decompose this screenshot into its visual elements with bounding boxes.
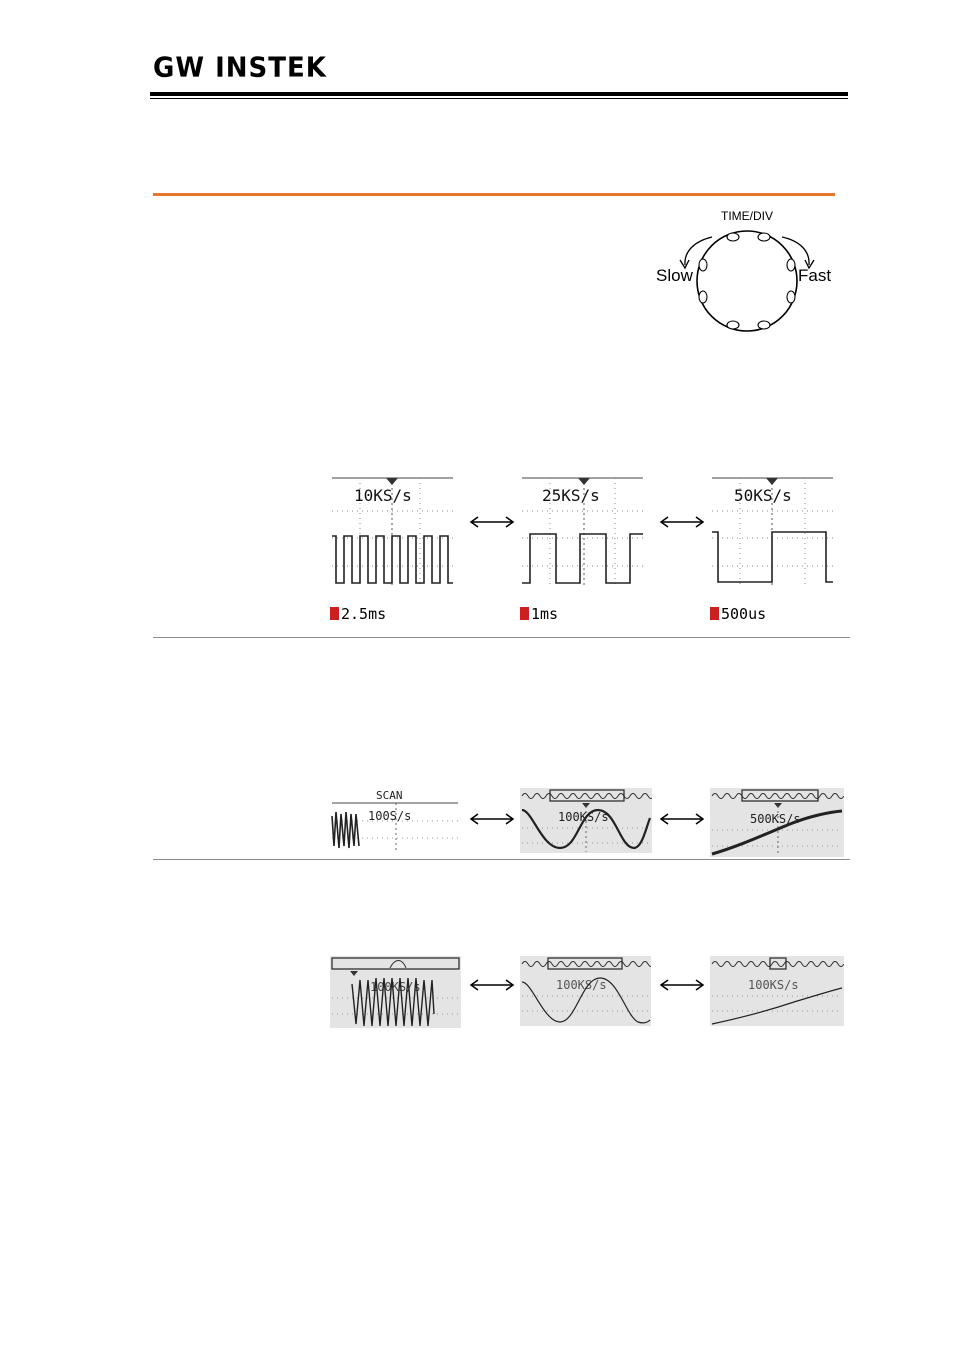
scope-screen-zoom-mid — [520, 956, 651, 1026]
scan-mode-label: SCAN — [376, 789, 403, 802]
timebase-value: 1ms — [531, 605, 559, 623]
scope-screen-zoom-full — [330, 956, 461, 1028]
square-waveform — [332, 536, 453, 583]
double-arrow-icon — [658, 811, 706, 830]
timebase-readout — [710, 605, 766, 623]
square-waveform — [522, 534, 643, 583]
scope-screen-500ks — [710, 788, 844, 857]
double-arrow-icon — [468, 514, 516, 533]
trigger-marker-icon — [386, 478, 398, 485]
double-arrow-icon — [658, 977, 706, 996]
sample-rate-label: 25KS/s — [542, 486, 600, 505]
double-arrow-icon — [658, 514, 706, 533]
brand-logo: GW INSTEK — [153, 52, 327, 84]
timebase-readout — [330, 605, 386, 623]
sample-rate-label: 100KS/s — [556, 978, 607, 992]
section-rule — [153, 193, 835, 196]
row-divider — [153, 859, 850, 860]
sample-rate-label: 50KS/s — [734, 486, 792, 505]
main-timebase-marker-icon — [330, 607, 339, 620]
timebase-readout — [520, 605, 558, 623]
square-waveform — [712, 532, 833, 582]
scope-screen-zoom-narrow — [710, 956, 844, 1026]
scope-screen-scan — [330, 788, 460, 853]
timebase-value: 2.5ms — [341, 605, 387, 623]
sample-rate-label: 10KS/s — [354, 486, 412, 505]
knob-dial-icon — [697, 231, 797, 331]
main-timebase-marker-icon — [520, 607, 529, 620]
trigger-marker-icon — [578, 478, 590, 485]
double-arrow-icon — [468, 977, 516, 996]
main-timebase-marker-icon — [710, 607, 719, 620]
knob-fast-label: Fast — [798, 266, 832, 285]
row-divider — [153, 637, 850, 638]
sample-rate-label: 100KS/s — [370, 980, 421, 994]
sample-rate-label: 100S/s — [368, 809, 412, 823]
double-arrow-icon — [468, 811, 516, 830]
sample-rate-label: 100KS/s — [748, 978, 799, 992]
header-rule-thick — [150, 92, 848, 96]
scan-waveform — [332, 812, 359, 848]
header-rule-thin — [150, 98, 848, 99]
time-div-knob-figure — [640, 205, 850, 335]
memory-window-box — [332, 958, 459, 969]
timebase-value: 500us — [721, 605, 767, 623]
scope-screen-25ks — [520, 476, 645, 591]
scope-screen-50ks — [710, 476, 835, 591]
scope-screen-10ks — [330, 476, 455, 591]
knob-title: TIME/DIV — [720, 209, 774, 223]
sample-rate-label: 100KS/s — [558, 810, 609, 824]
scope-screen-100ks — [520, 788, 652, 853]
knob-slow-label: Slow — [656, 266, 693, 285]
sample-rate-label: 500KS/s — [750, 812, 801, 826]
trigger-marker-icon — [766, 478, 778, 485]
